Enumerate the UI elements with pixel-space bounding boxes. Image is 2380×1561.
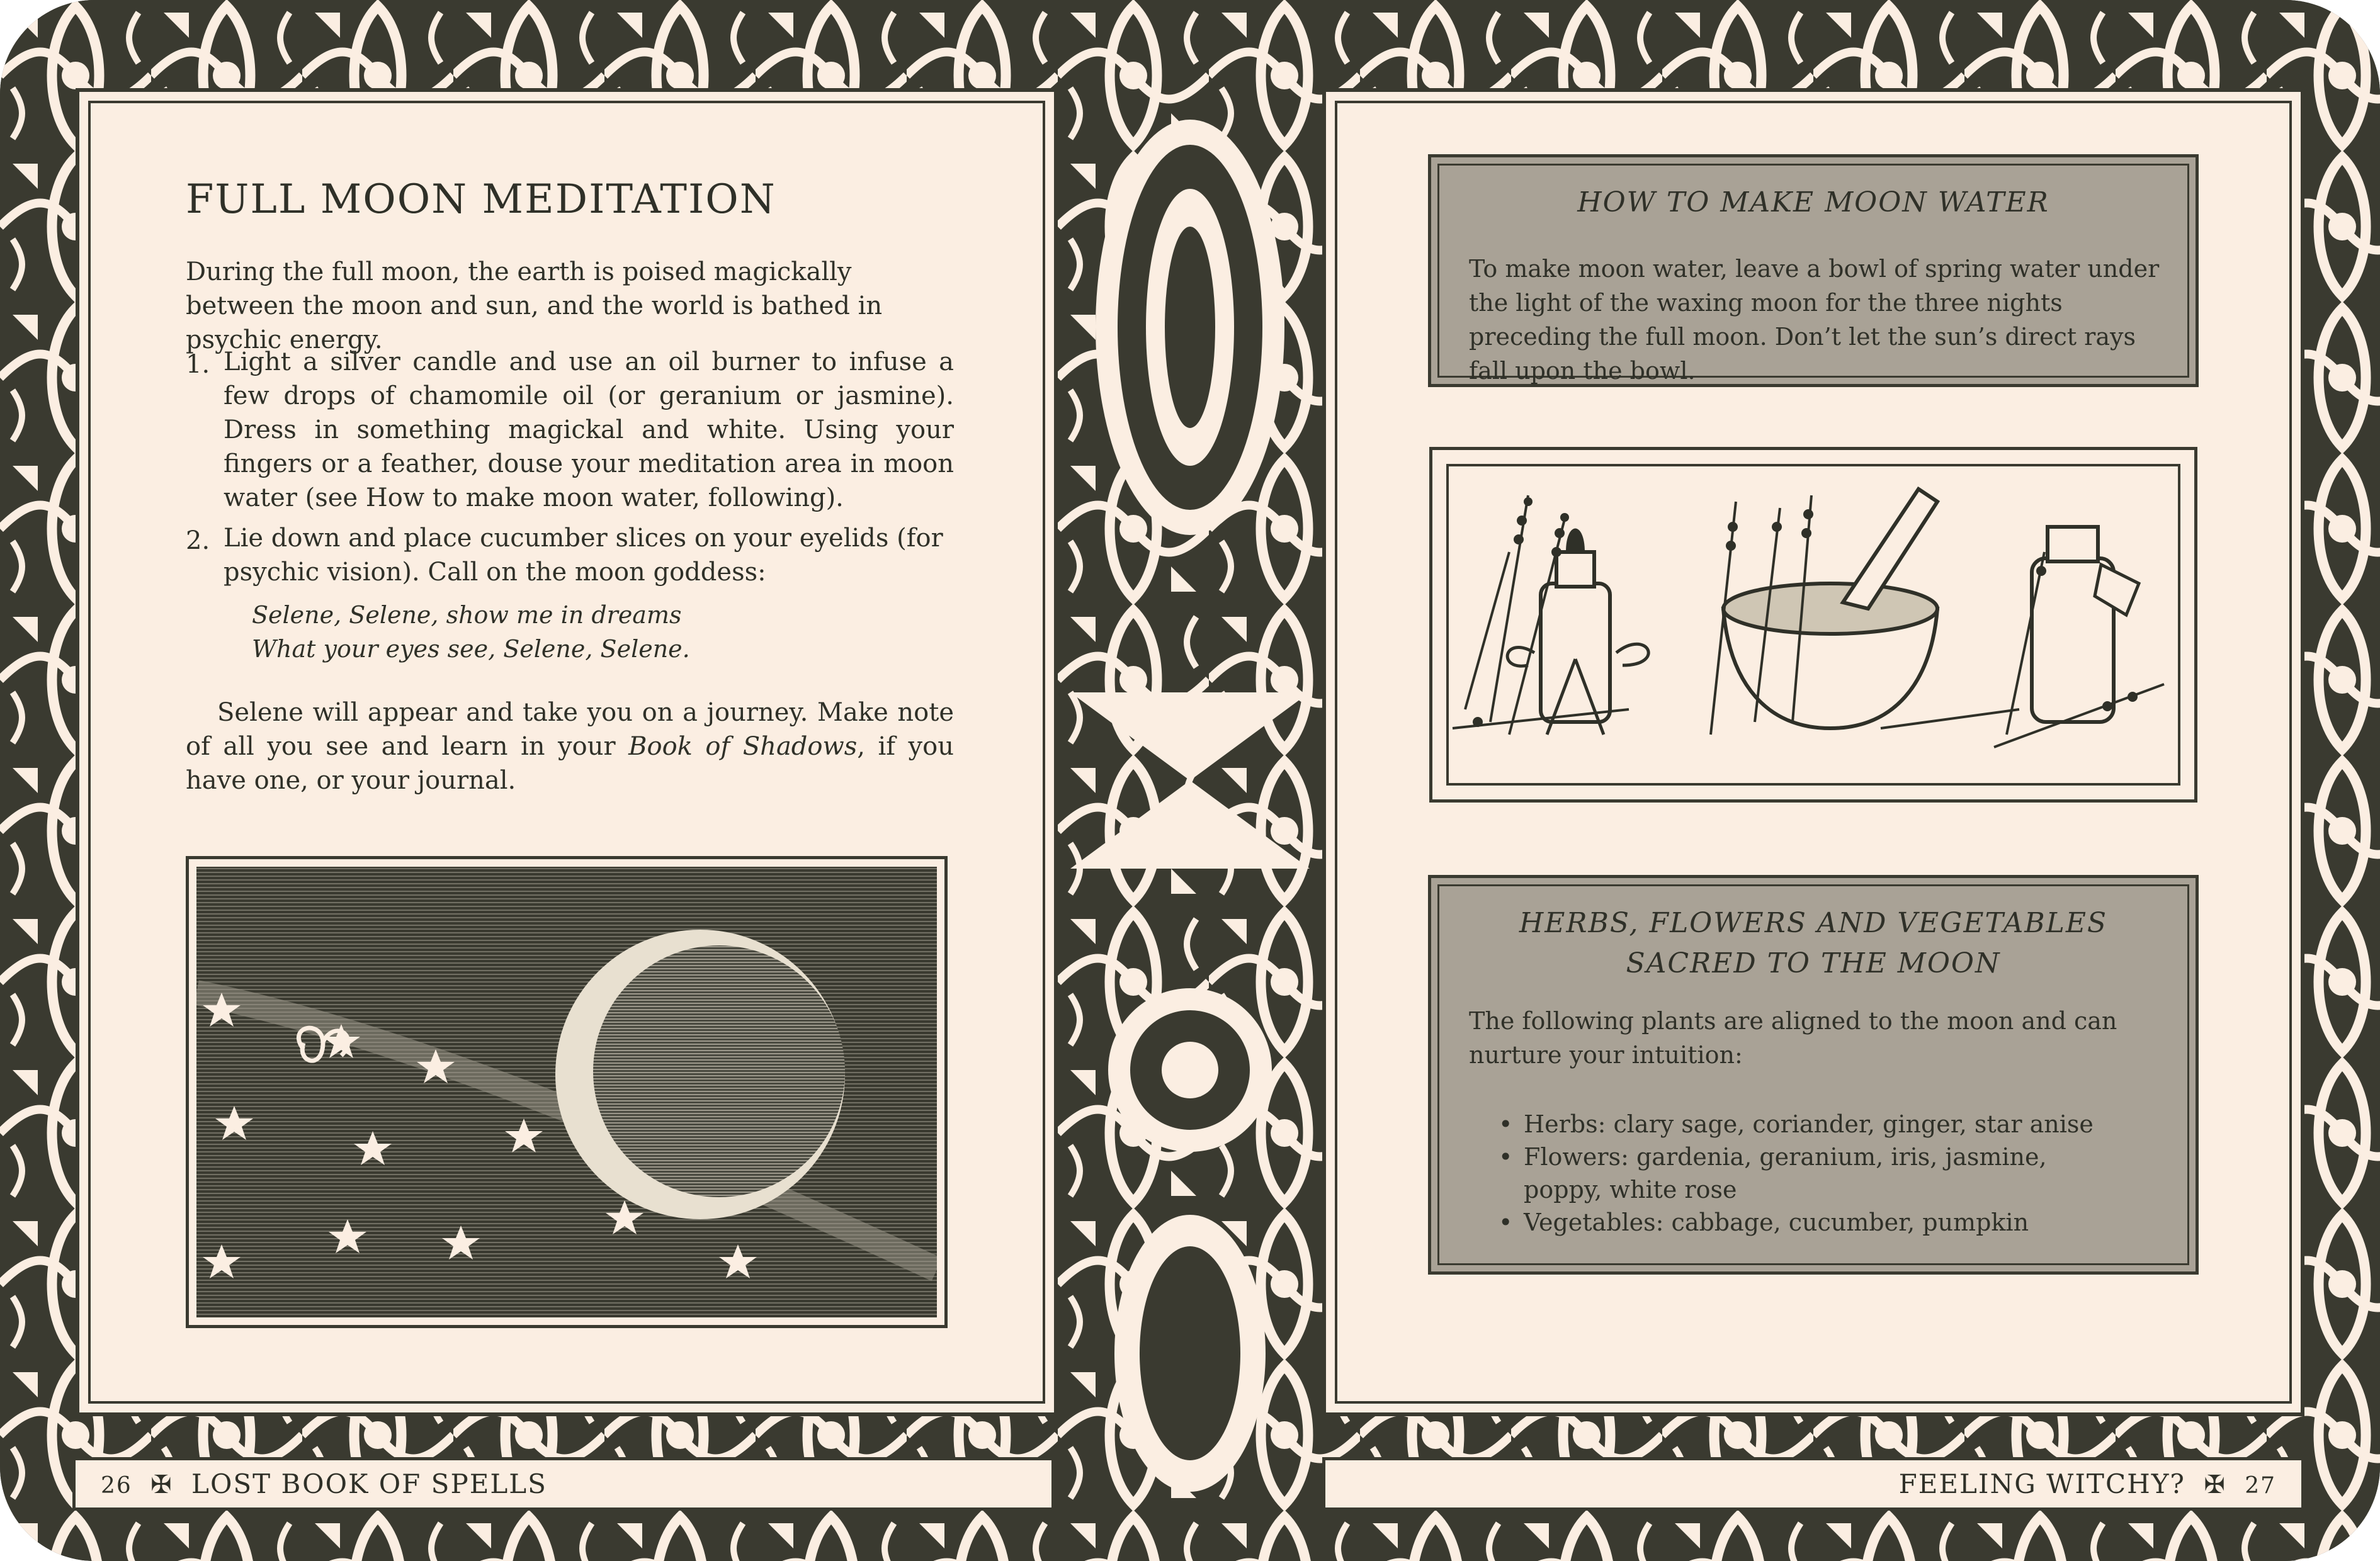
- moon-water-text: To make moon water, leave a bowl of spring water under the light of the waxing moon for the three nights preceding the full moon. Don’t let the sun’s direct rays fall upon the bowl.: [1469, 255, 2160, 385]
- invocation-line: What your eyes see, Selene, Selene.: [252, 635, 690, 663]
- moon-water-title: HOW TO MAKE MOON WATER: [1577, 186, 2049, 218]
- closing-paragraph: [186, 696, 954, 797]
- list-item: • Herbs: clary sage, coriander, ginger, star anise: [1499, 1108, 2128, 1141]
- step-text: Light a silver candle and use an oil burner to infuse a few drops of chamomile oil (or geranium or jasmine). Dress in something magickal and white. Using your fingers or a feather, douse your meditation area in moon water (see How to make moon water, following).: [224, 347, 954, 512]
- moon-illustration: [186, 856, 948, 1328]
- herbs-engraving: [1440, 458, 2187, 792]
- cross-icon: ✠: [150, 1470, 173, 1499]
- list-item: • Flowers: gardenia, geranium, iris, jasmine, poppy, white rose: [1499, 1141, 2128, 1206]
- page-title: FULL MOON MEDITATION: [186, 176, 776, 223]
- herbs-intro: The following plants are aligned to the moon and can nurture your intuition:: [1469, 1007, 2117, 1069]
- step-number: 1.: [186, 350, 210, 379]
- intro-paragraph: During the full moon, the earth is poised magickally between the moon and sun, and the world is bathed in psychic energy.: [186, 257, 883, 354]
- plant-list: [1499, 1108, 2128, 1239]
- cross-icon: ✠: [2204, 1470, 2226, 1499]
- right-footer: [1322, 1457, 2304, 1511]
- closing-text-end: , if you have one, or your journal.: [186, 732, 954, 795]
- moon-engraving: [196, 867, 937, 1317]
- step-number: 2.: [186, 526, 210, 555]
- left-footer: [72, 1457, 1055, 1511]
- herbs-title-line1: HERBS, FLOWERS AND VEGETABLES: [1519, 907, 2108, 939]
- book-title-running-head: LOST BOOK OF SPELLS: [191, 1468, 547, 1499]
- page-number-right: 27: [2245, 1473, 2276, 1499]
- book-title: Book of Shadows: [628, 732, 858, 761]
- invocation-line: Selene, Selene, show me in dreams: [252, 601, 682, 629]
- list-item: • Vegetables: cabbage, cucumber, pumpkin: [1499, 1206, 2128, 1239]
- herbs-illustration: [1429, 447, 2197, 803]
- page-number-left: 26: [101, 1473, 132, 1499]
- chapter-title-running-head: FEELING WITCHY?: [1898, 1468, 2185, 1499]
- moon-water-box: [1428, 154, 2199, 387]
- step-text: Lie down and place cucumber slices on your eyelids (for psychic vision). Call on the moon goddess:: [224, 524, 943, 587]
- closing-text: Selene will appear and take you on a journey. Make note of all you see and learn in your: [186, 698, 954, 761]
- herbs-title-line2: SACRED TO THE MOON: [1626, 947, 2001, 979]
